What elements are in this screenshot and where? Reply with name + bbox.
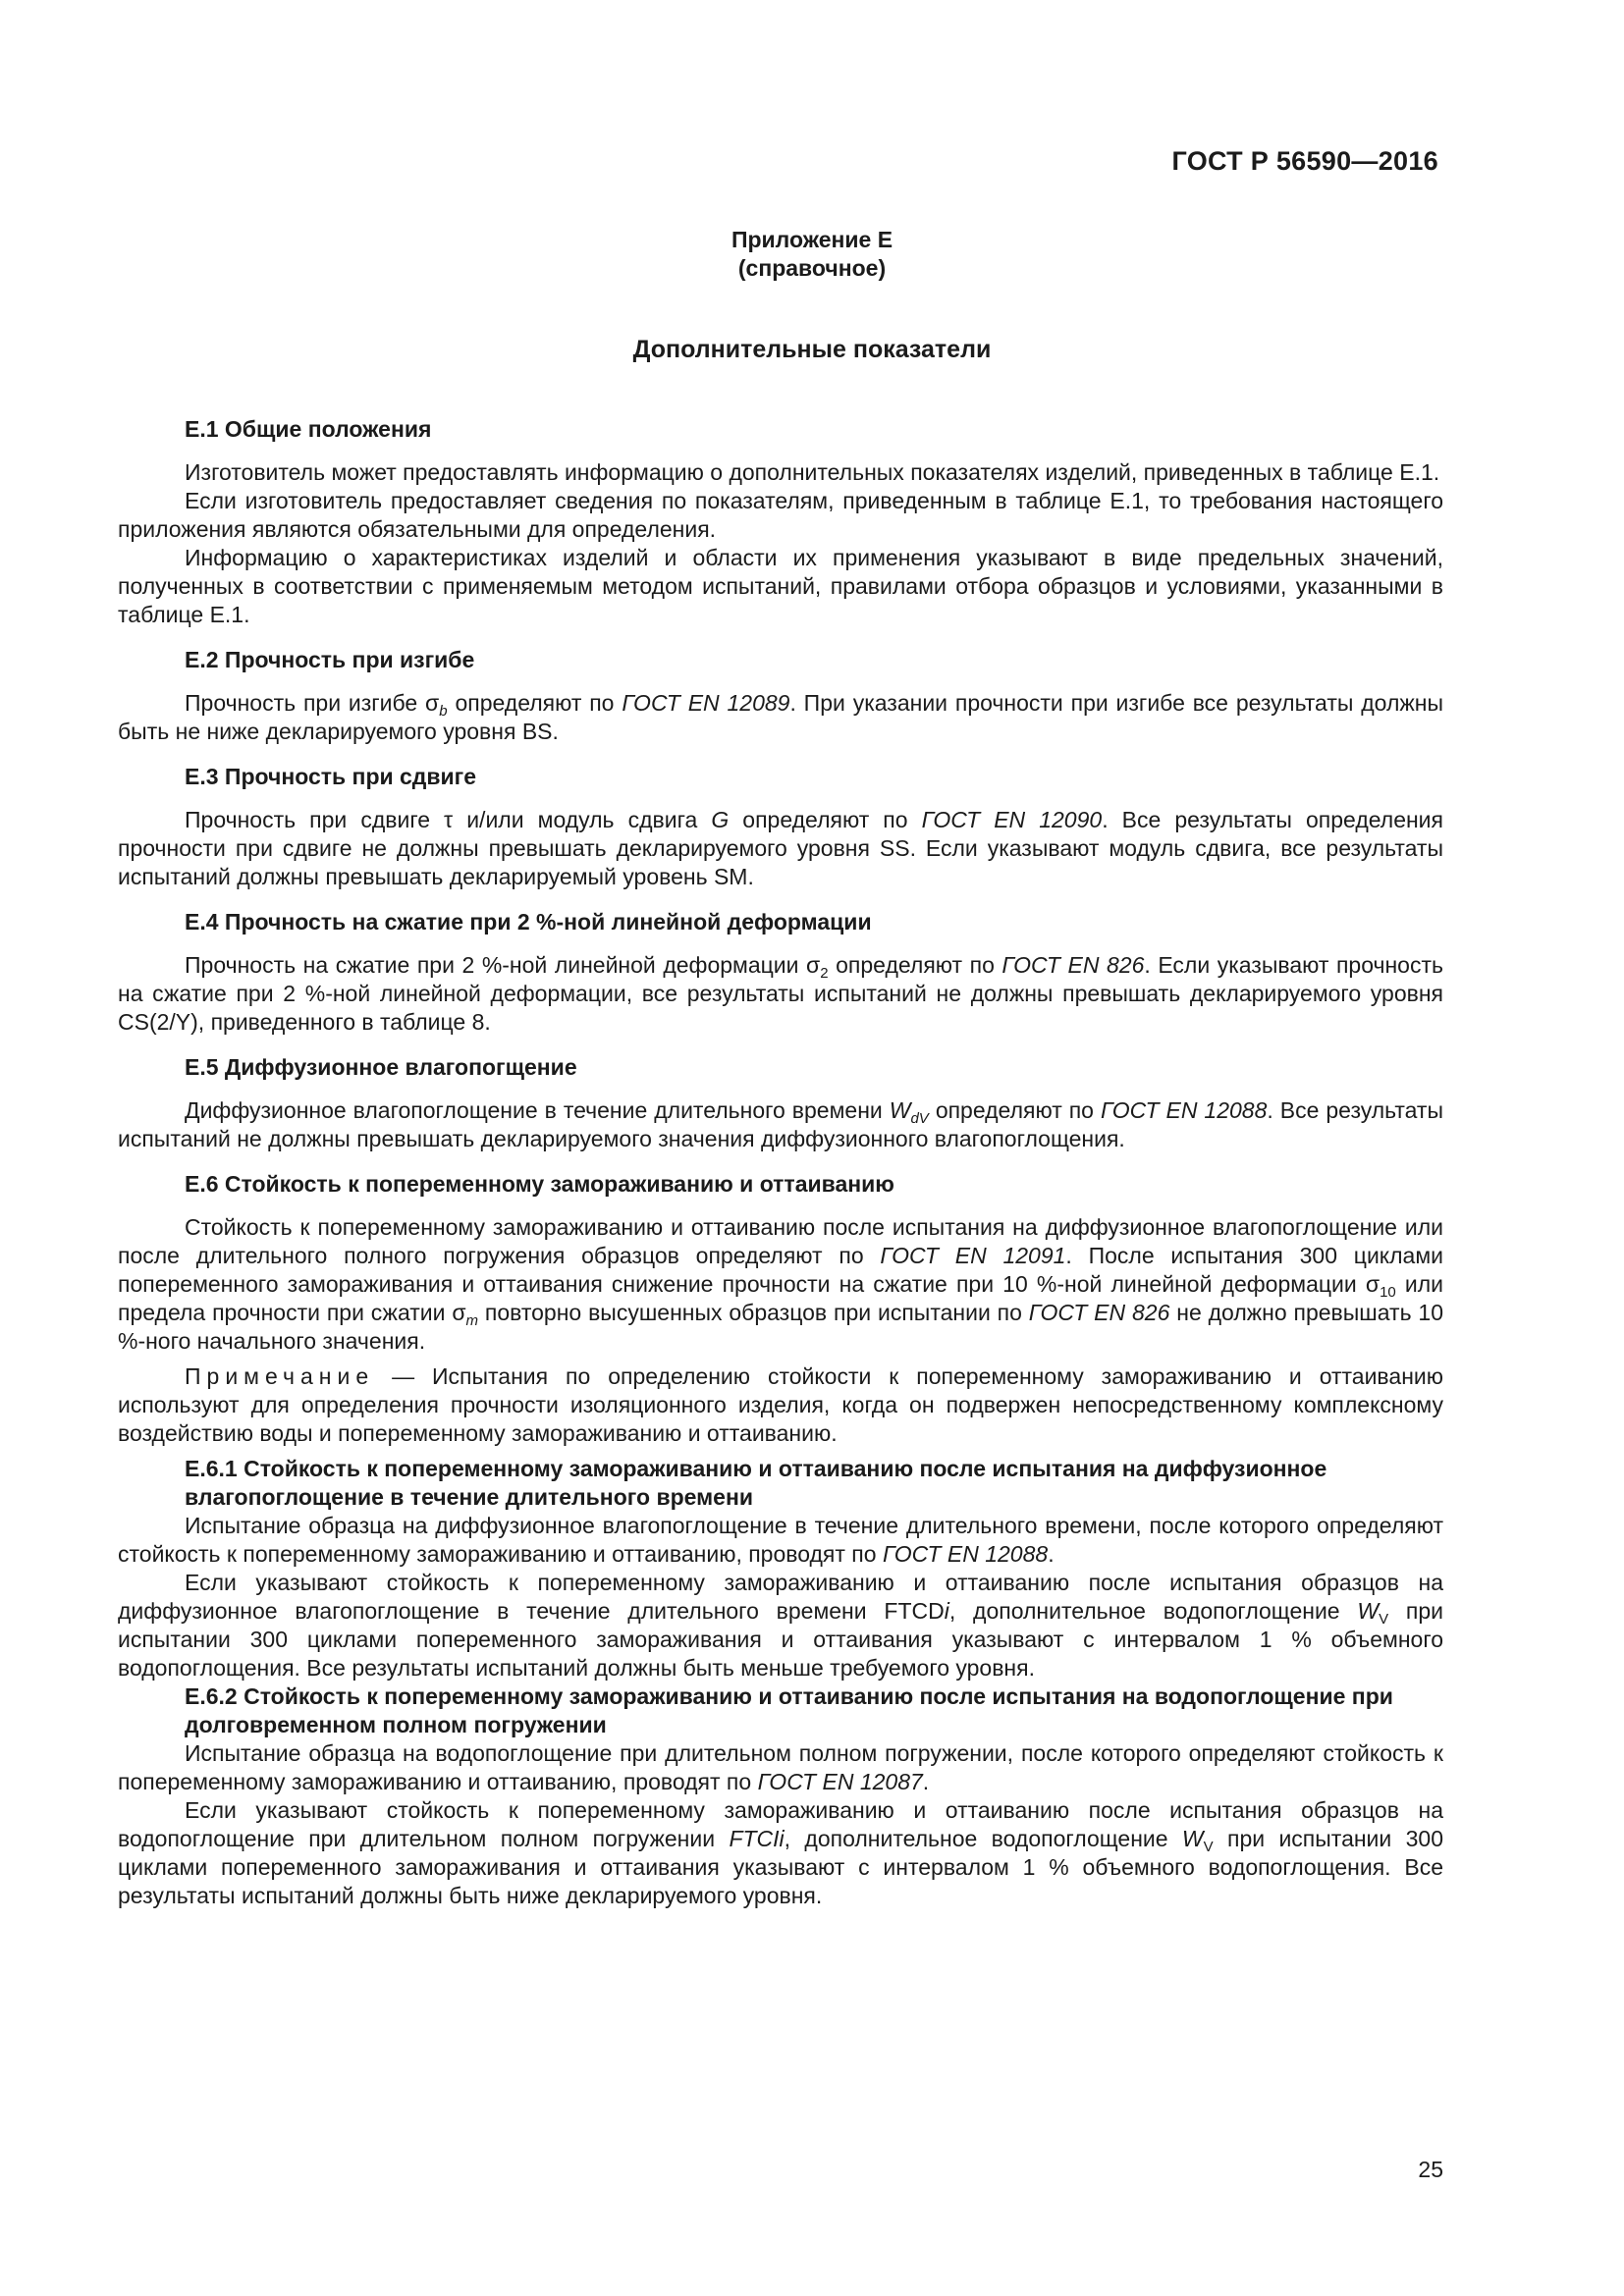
- paragraph: Диффузионное влагопоглощение в течение длительного времени $W_{dV}$ определяют по ГОСТ EN 12088. Все результаты испытаний не должны превышать декларируемого значения диффузионного влагопоглощения.: [118, 1097, 1443, 1151]
- paragraph: Если указывают стойкость к попеременному замораживанию и оттаиванию после испытания образцов на водопоглощение при длительном полном погружении FTCIi, дополнительное водопоглощение $W_V$ при испытании 300 циклами попеременного замораживания и оттаивания указывают с интервалом 1 % объемного водопоглощения. Все результаты испытаний должны быть ниже декларируемого уровня.: [118, 1797, 1443, 1908]
- section-heading-e4: Е.4 Прочность на сжатие при 2 %-ной линейной деформации: [185, 909, 872, 934]
- section-heading-e6-2: Е.6.2 Стойкость к попеременному замораживанию и оттаиванию после испытания на водопоглощение при долговременном полном погружении: [185, 1683, 1393, 1737]
- standard-reference: ГОСТ EN 826: [1001, 952, 1145, 978]
- annex-label: Приложение Е: [731, 227, 893, 252]
- section-heading-e2: Е.2 Прочность при изгибе: [185, 647, 475, 672]
- paragraph: Испытание образца на диффузионное влагопоглощение в течение длительного времени, после которого определяют стойкость к попеременному замораживанию и оттаиванию, проводят по ГОСТ EN 12088.: [118, 1513, 1443, 1567]
- standard-reference: ГОСТ EN 12088: [1100, 1097, 1268, 1123]
- annex-header: [0, 226, 1624, 283]
- standard-reference: ГОСТ EN 12089: [622, 690, 790, 716]
- paragraph: Если изготовитель предоставляет сведения по показателям, приведенным в таблице Е.1, то требования настоящего приложения являются обязательными для определения.: [118, 488, 1443, 542]
- note-label: Примечание: [185, 1363, 375, 1389]
- paragraph: Если указывают стойкость к попеременному замораживанию и оттаиванию после испытания образцов на диффузионное влагопоглощение в течение длительного времени FTCDi, дополнительное водопоглощение $W_V$ при испытании 300 циклами попеременного замораживания и оттаивания указывают с интервалом 1 % объемного водопоглощения. Все результаты испытаний должны быть меньше требуемого уровня.: [118, 1570, 1443, 1681]
- paragraph: Прочность при изгибе $\sigma_b$ определяют по ГОСТ EN 12089. При указании прочности при изгибе все результаты должны быть не ниже декларируемого уровня BS.: [118, 690, 1443, 744]
- standard-reference: ГОСТ EN 12091: [880, 1243, 1066, 1268]
- standard-reference: ГОСТ EN 12088: [882, 1541, 1049, 1567]
- paragraph: Прочность при сдвиге τ и/или модуль сдвига G определяют по ГОСТ EN 12090. Все результаты определения прочности при сдвиге не должны превышать декларируемого уровня SS. Если указывают модуль сдвига, все результаты испытаний должны превышать декларируемый уровень SM.: [118, 807, 1443, 889]
- document-body: [118, 415, 1443, 1910]
- paragraph: Прочность на сжатие при 2 %-ной линейной деформации $\sigma_2$ определяют по ГОСТ EN 826. Если указывают прочность на сжатие при 2 %-ной линейной деформации, все результаты испытаний не должны превышать декларируемого уровня CS(2/Y), приведенного в таблице 8.: [118, 952, 1443, 1035]
- paragraph: Изготовитель может предоставлять информацию о дополнительных показателях изделий, приведенных в таблице Е.1.: [185, 459, 1440, 485]
- document-code: ГОСТ Р 56590—2016: [1171, 146, 1438, 176]
- section-heading-e1: Е.1 Общие положения: [185, 416, 432, 442]
- note: Примечание — Испытания по определению стойкости к попеременному замораживанию и оттаиванию используют для определения прочности изоляционного изделия, когда он подвержен непосредственному комплексному воздействию воды и попеременному замораживанию и оттаиванию.: [118, 1363, 1443, 1446]
- page-number: 25: [1418, 2157, 1443, 2182]
- paragraph: Информацию о характеристиках изделий и области их применения указывают в виде предельных значений, полученных в соответствии с применяемым методом испытаний, правилами отбора образцов и условиями, указанными в таблице Е.1.: [118, 545, 1443, 627]
- standard-reference: ГОСТ EN 12090: [921, 807, 1103, 832]
- annex-title: Дополнительные показатели: [632, 336, 992, 363]
- section-heading-e3: Е.3 Прочность при сдвиге: [185, 764, 477, 789]
- standard-reference: ГОСТ EN 826: [1028, 1300, 1170, 1325]
- standard-reference: ГОСТ EN 12087: [757, 1769, 923, 1794]
- section-heading-e6: Е.6 Стойкость к попеременному замораживанию и оттаиванию: [185, 1171, 894, 1197]
- annex-type: (справочное): [737, 255, 887, 281]
- paragraph: Стойкость к попеременному замораживанию и оттаиванию после испытания на диффузионное влагопоглощение или после длительного полного погружения образцов определяют по ГОСТ EN 12091. После испытания 300 циклами попеременного замораживания и оттаивания снижение прочности на сжатие при 10 %-ной линейной деформации $\sigma_{10}$ или предела прочности при сжатии $\sigma_m$ повторно высушенных образцов при испытании по ГОСТ EN 826 не должно превышать 10 %-ного начального значения.: [118, 1214, 1444, 1354]
- section-heading-e6-1: Е.6.1 Стойкость к попеременному замораживанию и оттаиванию после испытания на диффузионное влагопоглощение в течение длительного времени: [185, 1456, 1327, 1510]
- paragraph: Испытание образца на водопоглощение при длительном полном погружении, после которого определяют стойкость к попеременному замораживанию и оттаиванию, проводят по ГОСТ EN 12087.: [118, 1740, 1443, 1794]
- section-heading-e5: Е.5 Диффузионное влагопогщение: [185, 1054, 577, 1080]
